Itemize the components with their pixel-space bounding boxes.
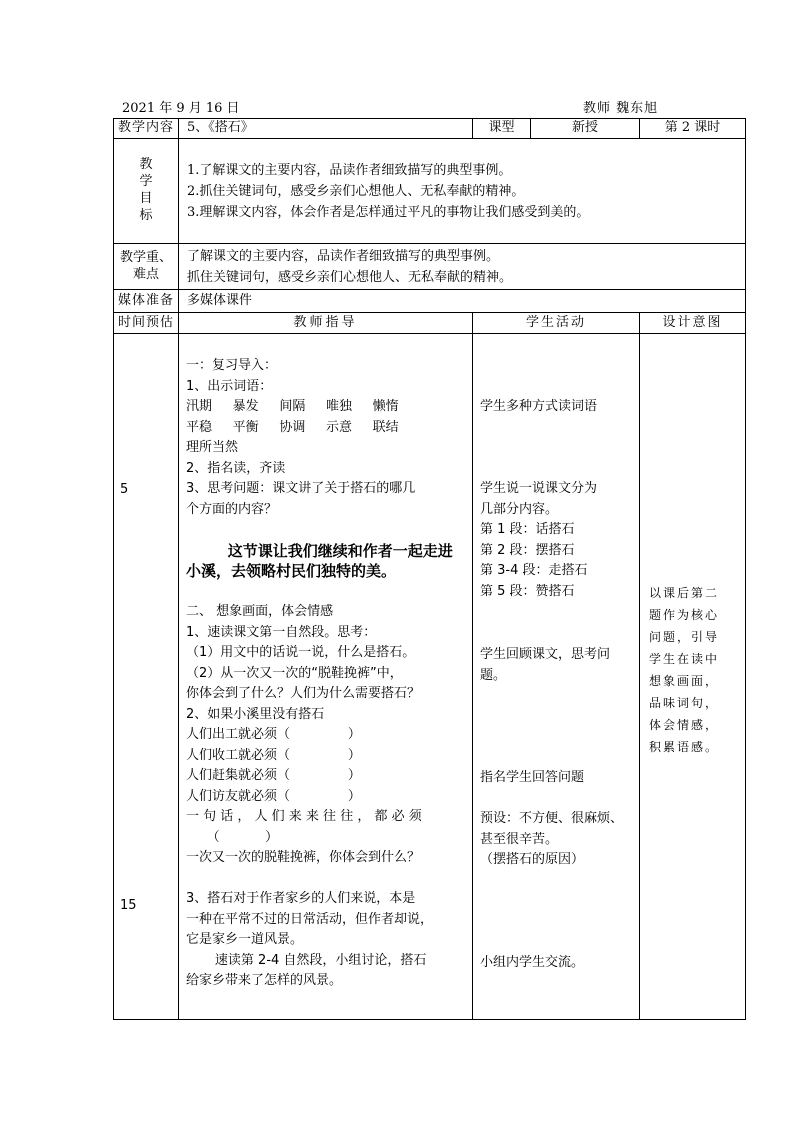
student-line: 几部分内容。 [480,501,559,517]
design-line: 积累语感。 [649,740,720,754]
teacher-line: 2、指名读，齐读 [186,460,286,476]
student-line: 甚至很辛苦。 [480,831,559,847]
design-line: 以课后第二 [649,586,720,600]
teacher-line: 理所当然 [186,440,239,455]
teacher-name: 教师 魏东旭 [583,101,659,116]
teacher-line: （1）用文中的话说一说，什么是搭石。 [186,645,416,660]
design-line: 体会情感， [649,718,720,732]
design-line: 想象画面， [649,674,720,688]
teacher-line: 2、如果小溪里没有搭石 [186,706,325,722]
media-row [114,290,746,313]
student-header: 学生活动 [473,313,640,334]
student-line: 第 1 段：话搭石 [480,522,575,537]
student-column [473,334,640,1020]
teacher-line: 人们收工就必须（ ） [186,747,361,763]
teacher-line: 1、出示词语： [186,378,273,394]
teacher-line: 汛期 暴发 间隔 唯独 懒惰 [186,399,399,414]
teacher-line: 二、 想象画面，体会情感 [186,604,334,619]
content-row [114,119,746,139]
student-line: （摆搭石的原因） [480,852,585,867]
design-line: 学生在读中 [649,652,720,666]
teacher-line: 给家乡带来了怎样的风景。 [186,973,343,988]
blank-line [186,520,470,541]
student-line: 指名学生回答问题 [480,770,585,785]
teacher-line: （2）从一次又一次的“脱鞋挽裤”中， [186,665,403,681]
design-line: 品味词句， [649,696,720,710]
media-label: 媒体准备 [114,290,179,313]
teacher-line: 人们赶集就必须（ ） [186,768,361,783]
time-header: 时间预估 [114,313,179,334]
teacher-line: 一种在平常不过的日常活动，但作者却说， [186,911,434,927]
teacher-line: 3、思考问题：课文讲了关于搭石的哪几 [186,481,416,496]
lesson-title: 5、《搭石》 [179,119,473,139]
column-header-row [114,313,746,334]
design-line: 问题，引导 [649,630,720,644]
teacher-column [179,334,473,1020]
student-line: 学生回顾课文，思考问 [480,647,611,662]
student-line: 预设：不方便、很麻烦、 [480,811,624,826]
student-line: 学生多种方式读词语 [480,399,598,414]
media-value: 多媒体课件 [179,290,746,313]
teacher-line: 人们出工就必须（ ） [186,727,361,742]
student-line: 小组内学生交流。 [480,955,585,970]
objectives-list [179,139,746,244]
teacher-line: 个方面的内容？ [186,501,278,517]
teacher-line: 小溪，去领略村民们独特的美。 [186,562,397,580]
student-line: 第 2 段：摆搭石 [480,542,575,558]
teacher-line: 人们访友就必须（ ） [186,788,361,804]
keypoint-item: 了解课文的主要内容，品读作者细致描写的典型事例。 [187,248,500,264]
teacher-line: 速读第 2-4 自然段，小组讨论，搭石 [186,952,427,968]
lesson-date: 2021 年 9 月 16 日 [122,101,240,116]
teacher-line: 一：复习导入： [186,358,278,373]
student-line: 第 5 段：赞搭石 [480,583,575,599]
time-column [114,334,179,1020]
student-line: 学生说一说课文分为 [480,481,598,496]
objective-item: 3.理解课文内容，体会作者是怎样通过平凡的事物让我们感受到美的。 [187,204,590,220]
teacher-line: 一次又一次的脱鞋挽裤，你体会到什么？ [186,850,421,865]
activity-row [114,334,746,1020]
objectives-row [114,139,746,244]
keypoints-label: 教学重、 难点 [114,244,179,290]
keypoints-row [114,244,746,290]
objective-item: 2.抓住关键词句，感受乡亲们心想他人、无私奉献的精神。 [187,183,525,199]
time-estimate: 5 [120,482,129,497]
objectives-label: 教 学 目 标 [114,139,179,244]
keypoint-item: 抓住关键词句，感受乡亲们心想他人、无私奉献的精神。 [187,269,513,285]
teacher-line: （ ） [186,829,279,845]
teacher-header: 教师指导 [179,313,473,334]
teacher-line: 你体会到了什么？人们为什么需要搭石？ [186,686,421,701]
student-line: 第 3-4 段：走搭石 [480,563,588,578]
type-label: 课型 [473,119,531,139]
teacher-line: 这节课让我们继续和作者一起走进 [186,541,453,560]
design-line: 题作为核心 [649,608,720,622]
teacher-line: 3、搭石对于作者家乡的人们来说，本是 [186,891,416,906]
teacher-line: 它是家乡一道风景。 [186,932,304,947]
student-line: 题。 [480,667,507,683]
teacher-line: 1、速读课文第一自然段。思考： [186,624,377,640]
blank-line [186,582,470,603]
keypoints-list [179,244,746,290]
time-estimate: 15 [120,898,137,913]
content-label: 教学内容 [114,119,179,139]
type-value: 新授 [531,119,640,139]
design-column [640,334,746,1020]
teacher-line: 一 句 话 ， 人 们 来 来 往 往 ， 都 必 须 [186,809,422,824]
design-header: 设计意图 [640,313,746,334]
blank-line [186,869,470,890]
lesson-plan-table [113,118,746,1020]
teacher-line: 平稳 平衡 协调 示意 联结 [186,419,399,435]
objective-item: 1.了解课文的主要内容，品读作者细致描写的典型事例。 [187,162,512,178]
period-value: 第 2 课时 [640,119,746,139]
